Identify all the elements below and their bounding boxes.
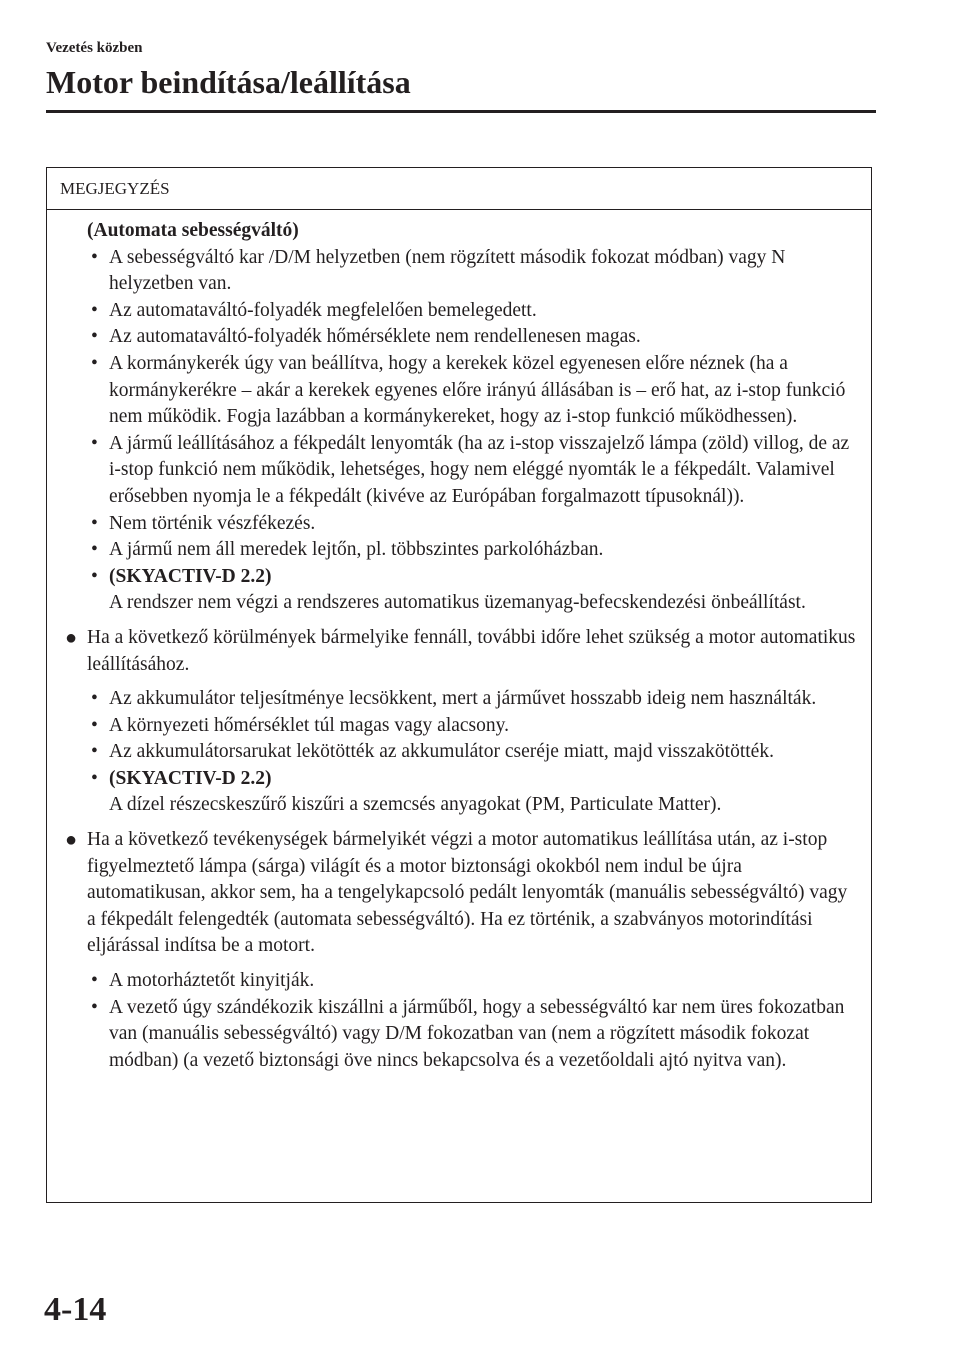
block-text: Ha a következő körülmények bármelyike fennáll, további időre lehet szükség a motor automatikus leállításához. (87, 626, 856, 675)
action-list (87, 968, 859, 1074)
section-label: Vezetés közben (46, 40, 143, 56)
note-body (47, 210, 871, 1074)
block-text: Ha a következő tevékenységek bármelyikét végzi a motor automatikus leállítása után, az i-stop figyelmeztető lámpa (sárga) világít és a motor biztonsági okokból nem indul be újra automatikusan, akkor sem, ha a tengelykapcsoló pedált lenyomták (manuális sebességváltó) vagy a fékpedált felengedték (automata sebességváltó). Ha ez történik, a szabványos motorindítási eljárással indítsa be a motort. (87, 829, 848, 957)
list-item: • A vezető úgy szándékozik kiszállni a járműből, hogy a sebességváltó kar nem üres fokozatban van (manuális sebességváltó) vagy D/M fokozatban van (nem a rögzített második fokozat módban) (a vezető biztonsági öve nincs bekapcsolva és a vezetőoldali ajtó nyitva van). (87, 995, 859, 1075)
list-item: • A jármű leállításához a fékpedált lenyomták (ha az i-stop visszajelző lámpa (zöld) villog, de az i-stop funkció nem működik, lehetséges, hogy nem eléggé nyomták le a fékpedált. Valamivel erősebben nyomja le a fékpedált (kivéve az Európában forgalmazott típusoknál)). (87, 431, 859, 511)
page-title: Motor beindítása/leállítása (46, 64, 411, 100)
note-box (46, 167, 872, 1203)
list-item: • A jármű nem áll meredek lejtőn, pl. többszintes parkolóházban. (87, 537, 859, 564)
list-item: • Nem történik vészfékezés. (87, 511, 859, 538)
list-item-text: A rendszer nem végzi a rendszeres automatikus üzemanyag-befecskendezési önbeállítást. (109, 592, 806, 614)
list-item (87, 564, 859, 617)
note-heading: MEGJEGYZÉS (47, 168, 871, 210)
list-item: • A kormánykerék úgy van beállítva, hogy a kerekek közel egyenesen előre néznek (ha a kormánykerékre – akár a kerekek egyenes előre irányú állásában is – erő hat, az i-stop funkció nem működik. Fogja lazábban a kormánykereket, hogy az i-stop funkció működhessen). (87, 351, 859, 431)
list-item-title: • (SKYACTIV-D 2.2) (109, 767, 272, 789)
list-item: • Az automataváltó-folyadék hőmérséklete nem rendellenesen magas. (87, 324, 859, 351)
note-subheading: (Automata sebességváltó) (87, 220, 299, 241)
note-block-3 (65, 827, 859, 1074)
circumstance-list (87, 686, 859, 819)
page-number: 4-14 (44, 1291, 107, 1328)
list-item: • Az akkumulátor teljesítménye lecsökkent, mert a járművet hosszabb ideig nem használták. (87, 686, 859, 713)
list-item: • A sebességváltó kar /D/M helyzetben (nem rögzített második fokozat módban) vagy N helyzetben van. (87, 245, 859, 298)
list-item: • A motorháztetőt kinyitják. (87, 968, 859, 995)
list-item-title: • (SKYACTIV-D 2.2) (109, 565, 272, 587)
note-block-2 (65, 625, 859, 819)
bullet-icon: ● (65, 829, 78, 852)
list-item: • Az automataváltó-folyadék megfelelően bemelegedett. (87, 298, 859, 325)
bullet-icon: ● (65, 626, 78, 649)
condition-list (87, 245, 859, 617)
title-rule (46, 110, 876, 113)
list-item: • Az akkumulátorsarukat lekötötték az akkumulátor cseréje miatt, majd visszakötötték. (87, 739, 859, 766)
list-item (87, 766, 859, 819)
list-item-text: A dízel részecskeszűrő kiszűri a szemcsés anyagokat (PM, Particulate Matter). (109, 794, 722, 816)
list-item: • A környezeti hőmérséklet túl magas vagy alacsony. (87, 713, 859, 740)
